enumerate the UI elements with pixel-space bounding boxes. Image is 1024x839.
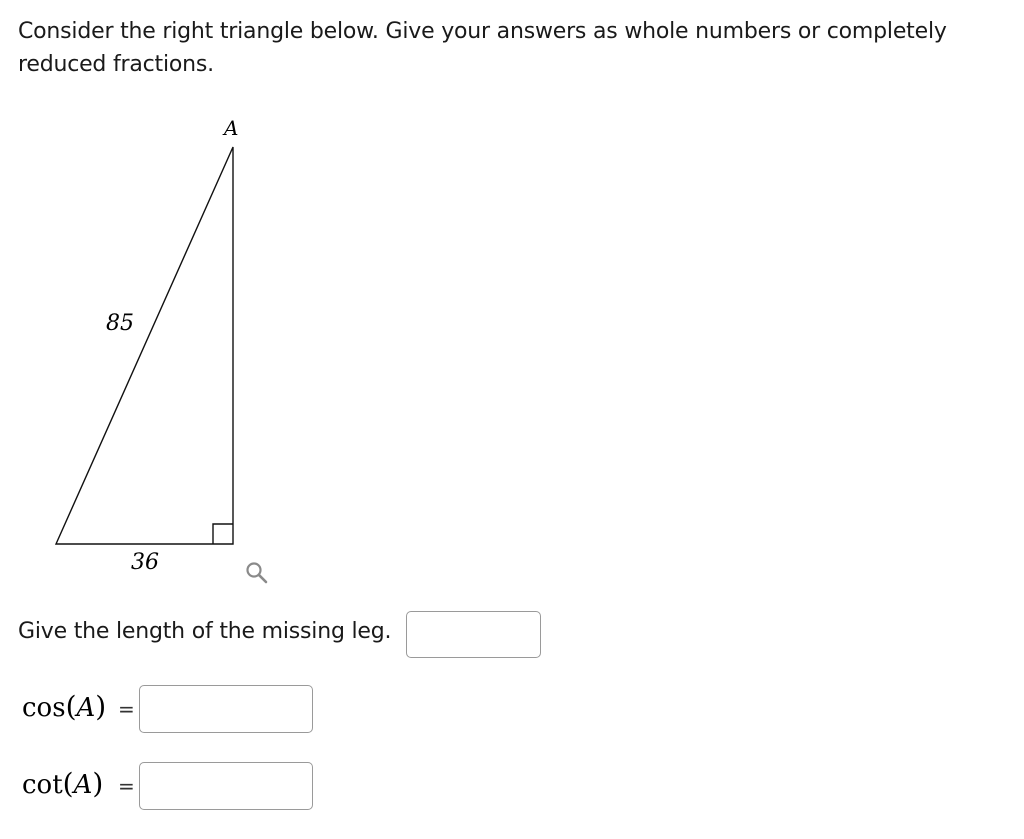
magnifier-icon-graphic — [242, 558, 272, 588]
magnifier-icon[interactable] — [242, 558, 272, 588]
right-triangle — [56, 147, 233, 544]
cos-a-label — [22, 690, 106, 725]
cot-open-paren: ( — [62, 767, 74, 800]
vertex-label-a: A — [224, 116, 239, 140]
missing-leg-input[interactable] — [406, 611, 541, 658]
cot-a-input[interactable] — [139, 762, 313, 810]
missing-leg-prompt: Give the length of the missing leg. — [18, 619, 392, 644]
cos-close-paren: ) — [95, 690, 107, 723]
right-angle-marker — [213, 524, 233, 544]
cot-a-label — [22, 767, 103, 802]
cot-function-name: cot — [22, 770, 63, 800]
triangle-diagram — [0, 0, 300, 600]
cos-open-paren: ( — [65, 690, 77, 723]
cos-equals-sign: = — [118, 697, 135, 721]
cot-variable: A — [73, 770, 93, 800]
cos-variable: A — [76, 693, 96, 723]
instructions-text: Consider the right triangle below. Give your answers as whole numbers or completely reduced fractions. — [18, 19, 947, 77]
hypotenuse-length-label: 85 — [106, 311, 134, 336]
cos-function-name: cos — [22, 693, 66, 723]
cos-a-input[interactable] — [139, 685, 313, 733]
cot-close-paren: ) — [92, 767, 104, 800]
cot-equals-sign: = — [118, 774, 135, 798]
base-length-label: 36 — [131, 550, 159, 575]
triangle-figure — [0, 0, 300, 600]
